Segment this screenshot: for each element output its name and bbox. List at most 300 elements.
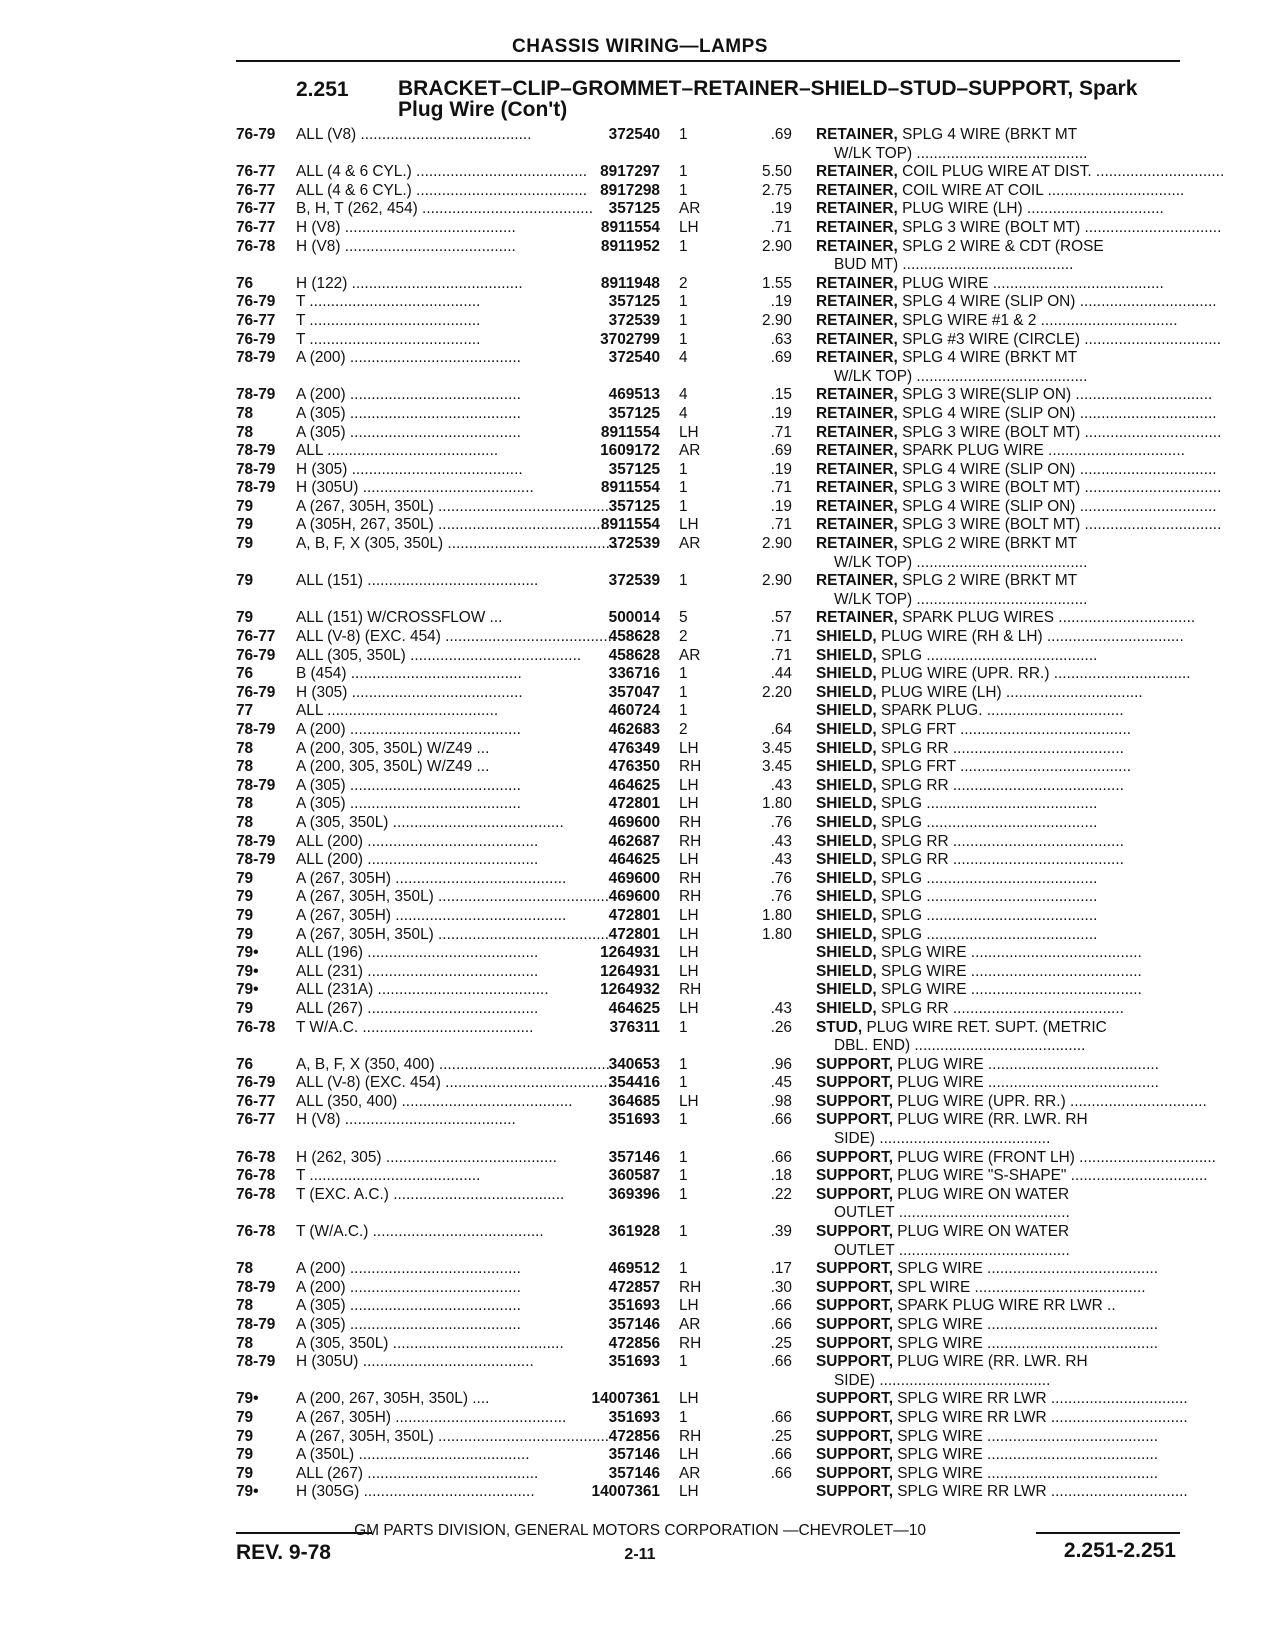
footer-corporation: GM PARTS DIVISION, GENERAL MOTORS CORPORATION —CHEVROLET—10: [354, 1522, 926, 1539]
quantity: 2: [679, 628, 688, 646]
quantity: 1: [679, 497, 688, 515]
model-applicability: ALL (196) ........................................: [296, 944, 539, 962]
model-applicability: A (305) ........................................: [296, 795, 521, 813]
model-applicability: ALL (V-8) (EXC. 454) ........................................: [296, 628, 617, 646]
description-line: RETAINER, COIL PLUG WIRE AT DIST. ..............................: [816, 163, 1225, 181]
model-year: 76-78: [236, 1167, 276, 1185]
model-applicability: ALL (V8) ........................................: [296, 126, 532, 143]
part-number: 3702799: [600, 330, 660, 348]
quantity: 1: [679, 572, 688, 590]
part-description: [816, 163, 1225, 182]
model-year: 79•: [236, 981, 259, 999]
quantity: 4: [679, 349, 688, 367]
price: .66: [770, 1408, 792, 1426]
table-row: [0, 1074, 1280, 1093]
part-description: [816, 460, 1217, 480]
model-year: 78: [236, 1334, 254, 1352]
price: .69: [770, 349, 792, 367]
part-description: [816, 1483, 1188, 1502]
table-row: [0, 647, 1280, 666]
part-number: 351693: [608, 1408, 660, 1426]
model-year: 76-77: [236, 311, 276, 329]
model-year: 76-78: [236, 1148, 276, 1166]
description-keyword: SHIELD,: [816, 646, 877, 664]
table-row: [0, 833, 1280, 852]
quantity: RH: [679, 758, 702, 776]
table-row: [0, 944, 1280, 963]
model-applicability: A (350L) ........................................: [296, 1446, 530, 1464]
part-number: 500014: [608, 609, 660, 627]
model-applicability: A (200) ........................................: [296, 349, 521, 367]
description-keyword: RETAINER,: [816, 349, 898, 367]
description-line: RETAINER, SPLG 4 WIRE (SLIP ON) ................................: [816, 497, 1217, 515]
section-title: BRACKET–CLIP–GROMMET–RETAINER–SHIELD–STUD–SUPPORT, Spark Plug Wire (Con't): [398, 77, 1138, 121]
model-year: 78-79: [236, 721, 276, 738]
part-number: 469600: [608, 888, 660, 906]
table-row: [0, 963, 1280, 982]
description-line: RETAINER, SPLG 2 WIRE (BRKT MT: [816, 535, 1078, 553]
description-keyword: SHIELD,: [816, 962, 877, 980]
table-row: [0, 461, 1280, 480]
description-line: SHIELD, SPLG FRT ........................................: [816, 721, 1132, 738]
description-continuation: DBL. END) ........................................: [834, 1037, 1086, 1055]
table-row: [0, 684, 1280, 703]
table-row: [0, 238, 1280, 275]
model-applicability: B, H, T (262, 454) ........................................: [296, 200, 594, 218]
part-number: 472857: [608, 1278, 660, 1296]
model-year: 78-79: [236, 442, 276, 460]
description-line: RETAINER, SPLG 4 WIRE (BRKT MT: [816, 349, 1078, 367]
part-description: [816, 1446, 1178, 1465]
model-year: 78: [236, 795, 254, 813]
table-row: [0, 1316, 1280, 1335]
part-description: [816, 181, 1185, 201]
part-number: 472801: [608, 795, 660, 813]
model-year: 79: [236, 497, 254, 515]
model-applicability: A (200, 305, 350L) W/Z49 ...: [296, 758, 490, 776]
description-line: RETAINER, SPLG 2 WIRE (BRKT MT: [816, 572, 1078, 590]
description-line: SHIELD, SPLG WIRE ........................................: [816, 944, 1142, 962]
price: .71: [770, 423, 792, 441]
part-description: [816, 702, 1178, 721]
description-keyword: SUPPORT,: [816, 1278, 893, 1296]
part-number: 351693: [608, 1353, 660, 1371]
quantity: LH: [679, 1483, 699, 1501]
part-description: [816, 275, 1178, 294]
table-row: [0, 219, 1280, 238]
model-year: 79: [236, 535, 254, 553]
model-year: 76-77: [236, 218, 276, 236]
quantity: LH: [679, 944, 699, 962]
model-year: 78: [236, 423, 254, 441]
part-number: 357125: [608, 497, 660, 515]
description-keyword: SUPPORT,: [816, 1408, 893, 1426]
description-keyword: RETAINER,: [816, 423, 898, 441]
quantity: 1: [679, 665, 688, 683]
price: .66: [770, 1316, 792, 1333]
table-row: [0, 442, 1280, 461]
description-line: SHIELD, SPLG RR ........................................: [816, 739, 1124, 757]
description-line: RETAINER, SPLG 4 WIRE (SLIP ON) ................................: [816, 293, 1217, 311]
quantity: LH: [679, 516, 699, 534]
part-number: 8911952: [600, 237, 660, 255]
model-applicability: B (454) ........................................: [296, 665, 522, 683]
description-keyword: STUD,: [816, 1018, 863, 1036]
part-description: [816, 1074, 1178, 1093]
quantity: RH: [679, 869, 702, 887]
description-keyword: RETAINER,: [816, 404, 898, 422]
price: .71: [770, 218, 792, 236]
table-row: [0, 1111, 1280, 1148]
price: .64: [770, 721, 792, 738]
part-description: [816, 981, 1178, 1000]
quantity: 1: [679, 1185, 688, 1203]
description-keyword: SHIELD,: [816, 869, 877, 887]
model-applicability: T (EXC. A.C.) ........................................: [296, 1185, 565, 1203]
table-row: [0, 926, 1280, 945]
description-line: RETAINER, SPLG 3 WIRE(SLIP ON) ................................: [816, 386, 1213, 404]
model-year: 79•: [236, 944, 259, 962]
part-description: [816, 312, 1178, 331]
price: 2.75: [762, 181, 792, 199]
part-number: 1264932: [600, 981, 660, 999]
part-number: 361928: [608, 1223, 660, 1241]
price: .69: [770, 126, 792, 143]
part-number: 372539: [608, 535, 660, 553]
model-applicability: H (V8) ........................................: [296, 1111, 516, 1129]
model-applicability: A (267, 305H) ........................................: [296, 869, 567, 887]
description-line: SUPPORT, PLUG WIRE (RR. LWR. RH: [816, 1353, 1088, 1371]
model-year: 76-78: [236, 1223, 276, 1241]
description-line: RETAINER, SPLG 3 WIRE (BOLT MT) ................................: [816, 218, 1222, 236]
price: .15: [770, 386, 792, 404]
description-line: SUPPORT, PLUG WIRE "S-SHAPE" ................................: [816, 1167, 1208, 1185]
part-description: [816, 200, 1178, 219]
description-line: SHIELD, SPLG RR ........................................: [816, 832, 1124, 850]
model-applicability: ALL (350, 400) ........................................: [296, 1092, 573, 1110]
table-row: [0, 182, 1280, 201]
model-applicability: ALL (151) ........................................: [296, 572, 539, 590]
description-keyword: RETAINER,: [816, 460, 898, 478]
part-description: [816, 647, 1178, 666]
description-line: RETAINER, SPLG 4 WIRE (SLIP ON) ................................: [816, 404, 1217, 422]
model-year: 78-79: [236, 1278, 276, 1296]
quantity: RH: [679, 981, 702, 999]
description-keyword: RETAINER,: [816, 274, 898, 292]
model-applicability: A (200) ........................................: [296, 721, 521, 738]
model-applicability: A (200, 305, 350L) W/Z49 ...: [296, 739, 490, 757]
description-keyword: RETAINER,: [816, 181, 898, 199]
model-year: 78-79: [236, 832, 276, 850]
model-applicability: A (267, 305H) ........................................: [296, 1408, 567, 1426]
price: .19: [770, 293, 792, 311]
table-row: [0, 275, 1280, 294]
description-keyword: RETAINER,: [816, 497, 898, 515]
price: 1.80: [762, 906, 792, 924]
part-number: 8911554: [600, 516, 660, 534]
model-applicability: ALL (267) ........................................: [296, 999, 539, 1017]
model-year: 78-79: [236, 1316, 276, 1333]
price: .45: [770, 1074, 792, 1092]
model-year: 76-78: [236, 1018, 276, 1036]
price: .19: [770, 497, 792, 515]
quantity: LH: [679, 851, 699, 869]
quantity: 1: [679, 126, 688, 143]
model-applicability: A, B, F, X (305, 350L) ........................................: [296, 535, 619, 553]
price: .22: [770, 1185, 792, 1203]
description-line: SHIELD, SPLG ........................................: [816, 869, 1098, 887]
price: .43: [770, 999, 792, 1017]
price: .18: [770, 1167, 792, 1185]
model-year: 76-79: [236, 1074, 276, 1092]
description-keyword: SUPPORT,: [816, 1390, 893, 1408]
table-row: [0, 1093, 1280, 1112]
quantity: 1: [679, 702, 688, 720]
parts-table: [0, 126, 1280, 1502]
description-continuation: SIDE) ........................................: [834, 1130, 1051, 1148]
part-description: [816, 1092, 1207, 1112]
quantity: RH: [679, 1278, 702, 1296]
part-number: 357125: [608, 404, 660, 422]
description-line: SHIELD, PLUG WIRE (LH) ................................: [816, 683, 1143, 701]
part-number: 372540: [608, 126, 660, 143]
part-number: 8917298: [600, 181, 660, 199]
quantity: 1: [679, 311, 688, 329]
part-description: [816, 684, 1178, 703]
table-row: [0, 498, 1280, 517]
description-line: RETAINER, COIL WIRE AT COIL ................................: [816, 181, 1185, 199]
quantity: 1: [679, 1018, 688, 1036]
description-line: RETAINER, SPARK PLUG WIRE ................................: [816, 442, 1185, 460]
quantity: RH: [679, 1427, 702, 1445]
price: .66: [770, 1446, 792, 1464]
description-keyword: RETAINER,: [816, 442, 898, 460]
model-year: 78: [236, 758, 254, 776]
quantity: 1: [679, 163, 688, 181]
part-number: 472856: [608, 1334, 660, 1352]
table-row: [0, 1260, 1280, 1279]
model-year: 76-79: [236, 646, 276, 664]
description-keyword: SUPPORT,: [816, 1483, 893, 1501]
model-year: 78: [236, 1297, 254, 1315]
price: .66: [770, 1353, 792, 1371]
model-applicability: ALL (267) ........................................: [296, 1464, 539, 1482]
model-applicability: ALL (200) ........................................: [296, 832, 539, 850]
quantity: LH: [679, 962, 699, 980]
part-description: [816, 479, 1222, 498]
quantity: 1: [679, 1111, 688, 1129]
part-description: [816, 758, 1178, 777]
description-line: RETAINER, SPLG 2 WIRE & CDT (ROSE: [816, 237, 1104, 255]
description-line: SUPPORT, PLUG WIRE (FRONT LH) ................................: [816, 1148, 1216, 1166]
model-year: 79: [236, 516, 254, 534]
description-keyword: RETAINER,: [816, 293, 898, 311]
part-description: [816, 907, 1178, 926]
part-description: [816, 1148, 1216, 1168]
part-number: 372539: [608, 311, 660, 329]
part-description: [816, 1335, 1178, 1354]
part-number: 351693: [608, 1297, 660, 1315]
description-line: SHIELD, SPLG RR ........................................: [816, 999, 1124, 1017]
description-keyword: SHIELD,: [816, 832, 877, 850]
table-row: [0, 888, 1280, 907]
model-applicability: ALL ........................................: [296, 442, 499, 460]
description-line: SUPPORT, SPLG WIRE ........................................: [816, 1316, 1159, 1333]
model-year: 79•: [236, 962, 259, 980]
table-row: [0, 1279, 1280, 1298]
quantity: AR: [679, 646, 701, 664]
description-line: SUPPORT, PLUG WIRE ........................................: [816, 1055, 1159, 1073]
part-description: [816, 1223, 1178, 1260]
table-row: [0, 740, 1280, 759]
model-applicability: ALL (151) W/CROSSFLOW ...: [296, 609, 503, 627]
quantity: LH: [679, 218, 699, 236]
price: .57: [770, 609, 792, 627]
price: .43: [770, 851, 792, 869]
description-keyword: RETAINER,: [816, 330, 898, 348]
model-applicability: H (122) ........................................: [296, 274, 523, 292]
description-line: RETAINER, SPLG 3 WIRE (BOLT MT) ................................: [816, 423, 1222, 441]
description-keyword: SUPPORT,: [816, 1185, 893, 1203]
description-line: SHIELD, SPLG WIRE ........................................: [816, 962, 1142, 980]
model-applicability: T ........................................: [296, 311, 481, 329]
part-number: 14007361: [591, 1483, 660, 1501]
description-keyword: SUPPORT,: [816, 1260, 893, 1278]
quantity: LH: [679, 1092, 699, 1110]
description-line: SUPPORT, SPARK PLUG WIRE RR LWR ..: [816, 1297, 1116, 1315]
description-continuation: OUTLET ........................................: [834, 1241, 1070, 1259]
description-line: RETAINER, SPLG WIRE #1 & 2 ................................: [816, 311, 1178, 329]
part-description: [816, 442, 1185, 461]
part-number: 462687: [608, 832, 660, 850]
model-year: 78: [236, 1260, 254, 1278]
description-line: SHIELD, SPLG FRT ........................................: [816, 758, 1132, 776]
quantity: 1: [679, 1223, 688, 1241]
table-row: [0, 609, 1280, 628]
table-row: [0, 1353, 1280, 1390]
description-keyword: RETAINER,: [816, 311, 898, 329]
part-description: [816, 665, 1191, 684]
model-applicability: ALL ........................................: [296, 702, 499, 720]
description-line: SUPPORT, PLUG WIRE ........................................: [816, 1074, 1159, 1092]
model-year: 76-79: [236, 330, 276, 348]
model-applicability: A (200) ........................................: [296, 1278, 521, 1296]
description-keyword: SHIELD,: [816, 944, 877, 962]
table-row: [0, 386, 1280, 405]
table-row: [0, 163, 1280, 182]
description-line: RETAINER, PLUG WIRE (LH) ................................: [816, 200, 1164, 218]
model-year: 76-77: [236, 1092, 276, 1110]
part-description: [816, 795, 1178, 814]
description-keyword: SUPPORT,: [816, 1111, 893, 1129]
part-description: [816, 1260, 1178, 1279]
model-applicability: A (267, 305H, 350L) ........................................: [296, 888, 610, 906]
model-year: 78-79: [236, 386, 276, 404]
part-description: [816, 740, 1178, 759]
description-keyword: SHIELD,: [816, 721, 877, 738]
part-description: [816, 721, 1178, 740]
table-row: [0, 851, 1280, 870]
model-year: 78: [236, 739, 254, 757]
part-description: [816, 1408, 1188, 1428]
model-applicability: H (305) ........................................: [296, 460, 523, 478]
table-row: [0, 795, 1280, 814]
description-line: SHIELD, PLUG WIRE (RH & LH) ................................: [816, 628, 1184, 646]
description-line: SUPPORT, SPLG WIRE RR LWR ................................: [816, 1390, 1188, 1408]
description-keyword: SUPPORT,: [816, 1148, 893, 1166]
description-line: SUPPORT, SPLG WIRE ........................................: [816, 1464, 1159, 1482]
price: .66: [770, 1464, 792, 1482]
table-row: [0, 870, 1280, 889]
model-applicability: H (305G) ........................................: [296, 1483, 535, 1501]
model-year: 78-79: [236, 776, 276, 794]
description-continuation: W/LK TOP) ........................................: [834, 553, 1088, 571]
description-line: SHIELD, SPLG RR ........................................: [816, 851, 1124, 869]
model-applicability: ALL (200) ........................................: [296, 851, 539, 869]
part-number: 8911554: [600, 423, 660, 441]
quantity: LH: [679, 795, 699, 813]
description-keyword: SUPPORT,: [816, 1446, 893, 1464]
model-applicability: T ........................................: [296, 330, 481, 348]
description-line: STUD, PLUG WIRE RET. SUPT. (METRIC: [816, 1018, 1107, 1036]
header-rule: [236, 60, 1180, 62]
model-applicability: A (305) ........................................: [296, 776, 521, 794]
model-year: 76-77: [236, 163, 276, 181]
model-applicability: A (267, 305H, 350L) ........................................: [296, 925, 610, 943]
description-line: SUPPORT, SPLG WIRE RR LWR ................................: [816, 1483, 1188, 1501]
table-row: [0, 1446, 1280, 1465]
model-applicability: ALL (V-8) (EXC. 454) ........................................: [296, 1074, 617, 1092]
price: 5.50: [762, 163, 792, 181]
part-number: 357125: [608, 293, 660, 311]
part-description: [816, 516, 1222, 535]
part-description: [816, 1465, 1178, 1484]
quantity: 5: [679, 609, 688, 627]
description-line: RETAINER, PLUG WIRE ........................................: [816, 274, 1164, 292]
description-keyword: RETAINER,: [816, 218, 898, 236]
quantity: LH: [679, 999, 699, 1017]
price: .66: [770, 1297, 792, 1315]
model-year: 79: [236, 888, 254, 906]
model-applicability: A (200) ........................................: [296, 1260, 521, 1278]
model-year: 79: [236, 1427, 254, 1445]
description-line: SHIELD, SPLG ........................................: [816, 888, 1098, 906]
part-number: 469513: [608, 386, 660, 404]
part-number: 357146: [608, 1446, 660, 1464]
description-line: SUPPORT, SPLG WIRE ........................................: [816, 1427, 1159, 1445]
model-applicability: A (305) ........................................: [296, 404, 521, 422]
table-row: [0, 293, 1280, 312]
description-line: RETAINER, SPLG 4 WIRE (BRKT MT: [816, 126, 1078, 143]
part-description: [816, 423, 1222, 443]
model-year: 76-79: [236, 683, 276, 701]
description-line: SUPPORT, PLUG WIRE ON WATER: [816, 1223, 1070, 1241]
part-description: [816, 1279, 1178, 1298]
part-description: [816, 628, 1184, 647]
model-year: 79: [236, 1408, 254, 1426]
price: .19: [770, 460, 792, 478]
price: .39: [770, 1223, 792, 1241]
price: .25: [770, 1334, 792, 1352]
part-description: [816, 777, 1178, 796]
table-row: [0, 1428, 1280, 1447]
description-line: RETAINER, SPLG 3 WIRE (BOLT MT) ................................: [816, 479, 1222, 497]
part-number: 369396: [608, 1185, 660, 1203]
description-line: SUPPORT, PLUG WIRE (RR. LWR. RH: [816, 1111, 1088, 1129]
quantity: LH: [679, 423, 699, 441]
part-description: [816, 926, 1178, 945]
quantity: 1: [679, 479, 688, 497]
